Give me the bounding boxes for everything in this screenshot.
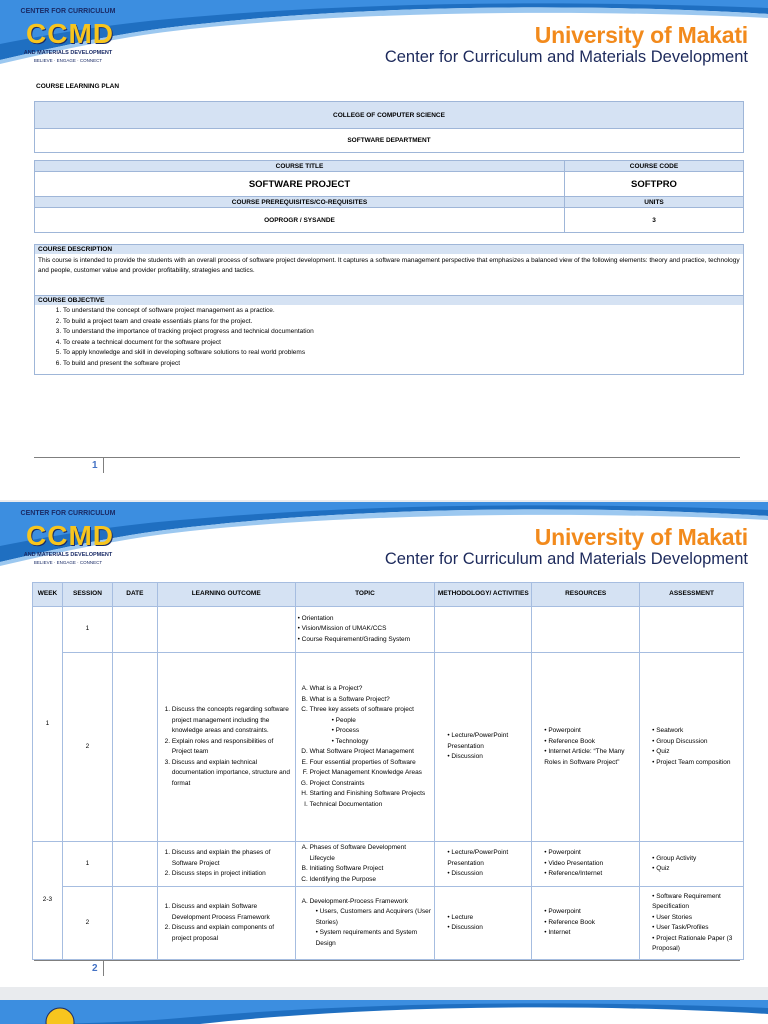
prereq-value: OOPROGR / SYSANDE <box>35 208 565 233</box>
topic-item: • Vision/Mission of UMAK/CCS <box>298 624 433 635</box>
date-cell <box>112 842 157 887</box>
resources-cell <box>532 887 640 960</box>
col-methodology: METHODOLOGY/ ACTIVITIES <box>435 583 532 607</box>
topic-item: D. What Software Project Management <box>310 747 433 758</box>
methodology-cell <box>435 607 532 653</box>
outcome-cell <box>157 842 295 887</box>
topic-cell <box>295 653 435 842</box>
resource-item: • Video Presentation <box>544 859 637 870</box>
resource-item: • Powerpoint <box>544 907 637 918</box>
session-cell: 2 <box>62 653 112 842</box>
page-1 <box>0 0 768 500</box>
resource-item: • Reference Book <box>544 737 637 748</box>
college-name: COLLEGE OF COMPUTER SCIENCE <box>35 102 744 129</box>
footer-rule <box>34 457 740 458</box>
course-info-table <box>34 160 744 233</box>
col-topic: TOPIC <box>295 583 435 607</box>
objective-item: 2. To build a project team and create essentials plans for the project. <box>63 317 740 328</box>
learning-plan-table <box>32 582 744 960</box>
date-cell <box>112 607 157 653</box>
outcome-item: 3. Discuss and explain technical documentation importance, structure and format <box>172 758 293 790</box>
topic-item: I. Technical Documentation <box>310 800 433 811</box>
col-week: WEEK <box>33 583 63 607</box>
resource-item: • Powerpoint <box>544 848 637 859</box>
course-code: SOFTPRO <box>565 172 744 197</box>
topic-item: A. Phases of Software Development Lifecycle <box>310 843 433 864</box>
course-title-label: COURSE TITLE <box>35 161 565 172</box>
page-number: 1 <box>92 460 98 471</box>
assessment-item: • Software Requirement Specification <box>652 892 741 913</box>
topic-item: • Orientation <box>298 614 433 625</box>
methodology-cell <box>435 842 532 887</box>
college-table <box>34 101 744 153</box>
course-title: SOFTWARE PROJECT <box>35 172 565 197</box>
resource-item: • Reference/Internet <box>544 869 637 880</box>
assessment-item: • User Stories <box>652 913 741 924</box>
method-item: • Lecture/PowerPoint Presentation <box>447 731 529 752</box>
assessment-item: • Project Team composition <box>652 758 741 769</box>
center-name: Center for Curriculum and Materials Development <box>384 48 748 66</box>
units-value: 3 <box>565 208 744 233</box>
outcome-item: 1. Discuss the concepts regarding software project management including the knowledge areas and constraints. <box>172 705 293 737</box>
university-name: University of Makati <box>534 22 748 48</box>
method-item: • Lecture <box>447 913 529 924</box>
outcome-cell <box>157 607 295 653</box>
units-label: UNITS <box>565 197 744 208</box>
topic-subitem: • Process <box>332 726 433 737</box>
resource-item: • Reference Book <box>544 918 637 929</box>
topic-item: A. What is a Project? <box>310 684 433 695</box>
page-number-divider <box>103 457 104 473</box>
university-name: University of Makati <box>534 524 748 550</box>
outcome-item: 2. Discuss steps in project initiation <box>172 869 293 880</box>
course-description-box <box>34 244 744 296</box>
ccmd-logo: CENTER FOR CURRICULUM CCMD AND MATERIALS DEVELOPMENT BELIEVE · ENGAGE · CONNECT <box>20 510 116 565</box>
assessment-item: • Project Rationale Paper (3 Proposal) <box>652 934 741 955</box>
col-learning-outcome: LEARNING OUTCOME <box>157 583 295 607</box>
assessment-cell <box>640 653 744 842</box>
session-cell: 1 <box>62 607 112 653</box>
objective-item: 5. To apply knowledge and skill in developing software solutions to real world problems <box>63 348 740 359</box>
outcome-cell <box>157 887 295 960</box>
objective-item: 4. To create a technical document for the software project <box>63 338 740 349</box>
assessment-item: • Group Discussion <box>652 737 741 748</box>
topic-cell <box>295 607 435 653</box>
ccmd-logo: CENTER FOR CURRICULUM CCMD AND MATERIALS DEVELOPMENT BELIEVE · ENGAGE · CONNECT <box>20 8 116 63</box>
department-name: SOFTWARE DEPARTMENT <box>35 129 744 153</box>
week-cell: 2-3 <box>33 842 63 960</box>
outcome-item: 1. Discuss and explain the phases of Software Project <box>172 848 293 869</box>
page-header <box>0 502 768 574</box>
topic-item: • Course Requirement/Grading System <box>298 635 433 646</box>
prereq-label: COURSE PREREQUISITES/CO-REQUISITES <box>35 197 565 208</box>
topic-item: C. Identifying the Purpose <box>310 875 433 886</box>
objective-label: COURSE OBJECTIVE <box>35 296 743 305</box>
session-cell: 2 <box>62 887 112 960</box>
col-resources: RESOURCES <box>532 583 640 607</box>
course-code-label: COURSE CODE <box>565 161 744 172</box>
topic-subitem: • People <box>332 716 433 727</box>
method-item: • Discussion <box>447 869 529 880</box>
page-number: 2 <box>92 963 98 974</box>
description-text: This course is intended to provide the students with an overall process of software project development. It captures a software management perspective that emphasizes a balanced view of the following elements: theory and practice, technology and people, customer value and provider profitability, strategies and tactics. <box>38 257 740 274</box>
page-number-divider <box>103 960 104 976</box>
topic-item: C. Three key assets of software project • People • Process • Technology <box>310 705 433 747</box>
topic-item: G. Project Constraints <box>310 779 433 790</box>
assessment-cell <box>640 607 744 653</box>
method-item: • Discussion <box>447 752 529 763</box>
center-name: Center for Curriculum and Materials Development <box>384 550 748 568</box>
resource-item: • Internet Article: “The Many Roles in Software Project” <box>544 747 637 768</box>
topic-item: E. Four essential properties of Software <box>310 758 433 769</box>
course-objective-box <box>34 295 744 375</box>
topic-item: B. Initiating Software Project <box>310 864 433 875</box>
resources-cell <box>532 653 640 842</box>
assessment-item: • Quiz <box>652 747 741 758</box>
page-header <box>0 0 768 72</box>
outcome-item: 2. Discuss and explain components of project proposal <box>172 923 293 944</box>
topic-subitem: • Technology <box>332 737 433 748</box>
topic-item: F. Project Management Knowledge Areas <box>310 768 433 779</box>
outcome-item: 2. Explain roles and responsibilities of Project team <box>172 737 293 758</box>
col-assessment: ASSESSMENT <box>640 583 744 607</box>
resource-item: • Internet <box>544 928 637 939</box>
topic-item: A. Development-Process Framework • Users, Customers and Acquirers (User Stories) • System requirements and System Design <box>310 897 433 950</box>
col-session: SESSION <box>62 583 112 607</box>
footer-rule <box>34 960 740 961</box>
doc-label: COURSE LEARNING PLAN <box>36 83 120 90</box>
topic-cell <box>295 887 435 960</box>
resource-item: • Powerpoint <box>544 726 637 737</box>
assessment-item: • User Task/Profiles <box>652 923 741 934</box>
methodology-cell <box>435 887 532 960</box>
objective-item: 3. To understand the importance of tracking project progress and technical documentation <box>63 327 740 338</box>
description-label: COURSE DESCRIPTION <box>35 245 743 254</box>
outcome-cell <box>157 653 295 842</box>
date-cell <box>112 653 157 842</box>
page-3-partial <box>0 1000 768 1024</box>
date-cell <box>112 887 157 960</box>
assessment-item: • Quiz <box>652 864 741 875</box>
assessment-cell <box>640 842 744 887</box>
outcome-item: 1. Discuss and explain Software Development Process Framework <box>172 902 293 923</box>
assessment-item: • Group Activity <box>652 854 741 865</box>
objective-list <box>35 305 743 369</box>
assessment-cell <box>640 887 744 960</box>
resources-cell <box>532 842 640 887</box>
session-cell: 1 <box>62 842 112 887</box>
assessment-item: • Seatwork <box>652 726 741 737</box>
methodology-cell <box>435 653 532 842</box>
topic-subitem: • System requirements and System Design <box>316 928 433 949</box>
resources-cell <box>532 607 640 653</box>
topic-subitem: • Users, Customers and Acquirers (User Stories) <box>316 907 433 928</box>
week-cell: 1 <box>33 607 63 842</box>
method-item: • Lecture/PowerPoint Presentation <box>447 848 529 869</box>
topic-item: H. Starting and Finishing Software Projects <box>310 789 433 800</box>
objective-item: 6. To build and present the software project <box>63 359 740 370</box>
objective-item: 1. To understand the concept of software project management as a practice. <box>63 306 740 317</box>
header-wave-graphic <box>0 1000 768 1024</box>
method-item: • Discussion <box>447 923 529 934</box>
topic-item: B. What is a Software Project? <box>310 695 433 706</box>
topic-cell <box>295 842 435 887</box>
col-date: DATE <box>112 583 157 607</box>
